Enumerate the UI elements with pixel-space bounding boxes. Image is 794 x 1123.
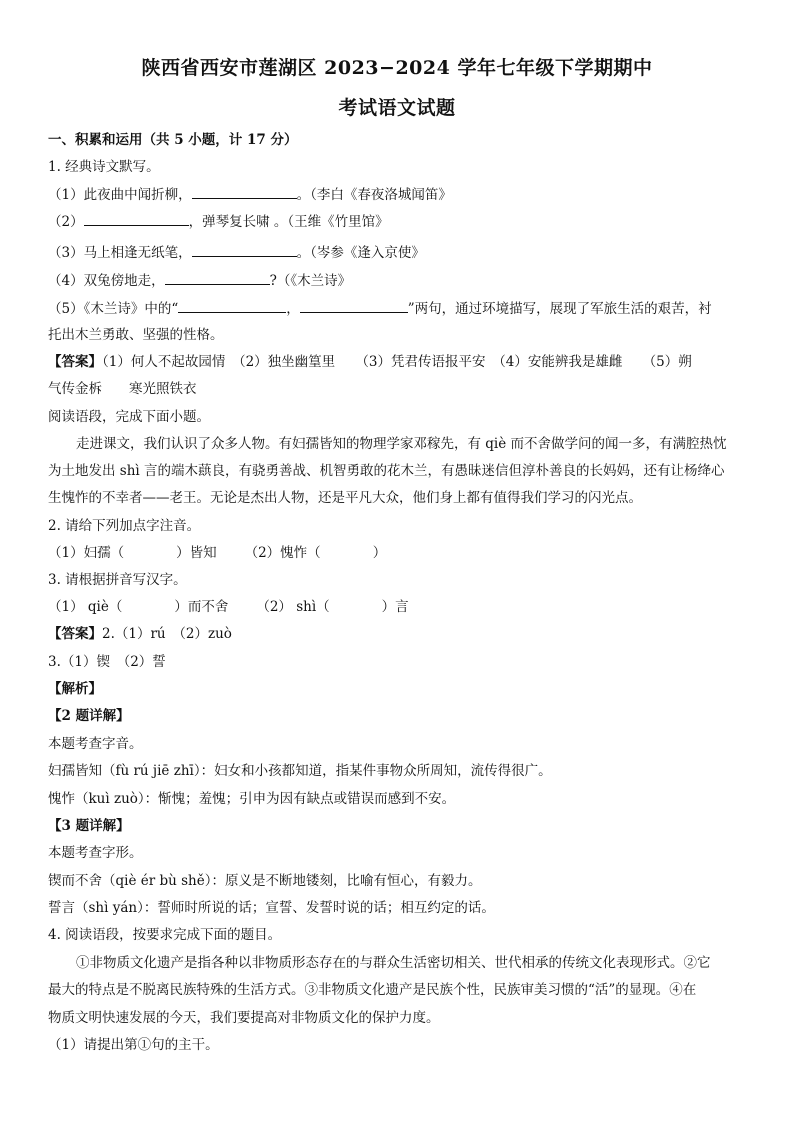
- answer-line: 【答案】（1）何人不起故园情 （2）独坐幽篁里 （3）凭君传语报平安 （4）安能辨我是雄雌 （5）朔: [48, 354, 692, 370]
- question-3-stem: 3. 请根据拼音写汉字。: [48, 572, 187, 588]
- answer-blank[interactable]: [84, 211, 189, 226]
- question-1-stem: 1. 经典诗文默写。: [48, 159, 160, 175]
- answer-blank[interactable]: [192, 242, 297, 257]
- question-1-item-1: （1）此夜曲中闻折柳， 。（李白《春夜洛城闻笛》: [48, 184, 748, 205]
- question-1-item-5-cont: 托出木兰勇敢、坚强的性格。: [48, 327, 224, 343]
- section-heading: 一、积累和运用（共 5 小题，计 17 分）: [48, 132, 298, 148]
- question-2-stem: 2. 请给下列加点字注音。: [48, 518, 201, 534]
- detail-text: 妇孺皆知（fù rú jiē zhī）：妇女和小孩都知道，指某件事物众所周知，流传得很广。: [48, 763, 552, 779]
- question-4-paragraph: 最大的特点是不脱离民族特殊的生活方式。③非物质文化遗产是民族个性，民族审美习惯的“活”的显现。④在: [48, 982, 697, 998]
- question-1-item-5: （5）《木兰诗》中的“ ， ”两句，通过环境描写，展现了军旅生活的艰苦，衬: [48, 298, 748, 319]
- detail-text: 本题考查字形。: [48, 845, 143, 861]
- answer-blank[interactable]: [178, 298, 286, 313]
- question-4-paragraph: 物质文明快速发展的今天，我们要提高对非物质文化的保护力度。: [48, 1010, 440, 1026]
- reading-paragraph: 走进课文，我们认识了众多人物。有妇孺皆知的物理学家邓稼先，有 qiè 而不舍做学问的闻一多，有满腔热忱: [76, 436, 727, 452]
- detail-text: 本题考查字音。: [48, 736, 143, 752]
- exam-title-line2: 考试语文试题: [338, 97, 456, 119]
- question-1-item-2: （2） ，弹琴复长啸 。（王维《竹里馆》: [48, 211, 748, 232]
- answer-line-cont: 气传金柝 寒光照铁衣: [48, 381, 197, 397]
- exam-title-line1: 陕西省西安市莲湖区 2023−2024 学年七年级下学期期中: [141, 57, 653, 79]
- detail-text: 愧怍（kuì zuò）：惭愧；羞愧；引申为因有缺点或错误而感到不安。: [48, 791, 456, 807]
- question-4-stem: 4. 阅读语段，按要求完成下面的题目。: [48, 927, 282, 943]
- question-1-item-3: （3）马上相逢无纸笔， 。（岑参《逢入京使》: [48, 242, 748, 263]
- reading-paragraph: 为土地发出 shì 言的端木蕻良，有骁勇善战、机智勇敢的花木兰，有愚昧迷信但淳朴善良的长妈妈，还有让杨绛心: [48, 463, 725, 479]
- question-2-items: （1）妇孺（ ）皆知 （2）愧怍（ ）: [48, 545, 387, 561]
- detail-heading-3: 【3 题详解】: [48, 818, 130, 834]
- reading-paragraph: 生愧怍的不幸者——老王。无论是杰出人物，还是平凡大众，他们身上都有值得我们学习的闪光点。: [48, 490, 642, 506]
- question-1-item-4: （4）双兔傍地走， ?（《木兰诗》: [48, 270, 748, 291]
- answer-line: 【答案】2.（1）rú （2）zuò: [48, 626, 232, 642]
- answer-blank[interactable]: [165, 270, 270, 285]
- detail-text: 誓言（shì yán）：誓师时所说的话；宣誓、发誓时说的话；相互约定的话。: [48, 900, 495, 916]
- question-4-sub-1: （1）请提出第①句的主干。: [48, 1037, 219, 1053]
- analysis-label: 【解析】: [48, 681, 102, 697]
- question-3-items: （1） qiè（ ）而不舍 （2） shì（ ）言: [48, 599, 409, 615]
- reading-intro: 阅读语段，完成下面小题。: [48, 409, 210, 425]
- detail-heading-2: 【2 题详解】: [48, 708, 130, 724]
- question-4-paragraph: ①非物质文化遗产是指各种以非物质形态存在的与群众生活密切相关、世代相承的传统文化表现形式。②它: [76, 955, 711, 971]
- detail-text: 锲而不舍（qiè ér bù shě）：原义是不断地镂刻，比喻有恒心，有毅力。: [48, 873, 482, 889]
- answer-blank[interactable]: [192, 184, 297, 199]
- answer-line: 3.（1）锲 （2）誓: [48, 654, 166, 670]
- answer-blank[interactable]: [300, 298, 408, 313]
